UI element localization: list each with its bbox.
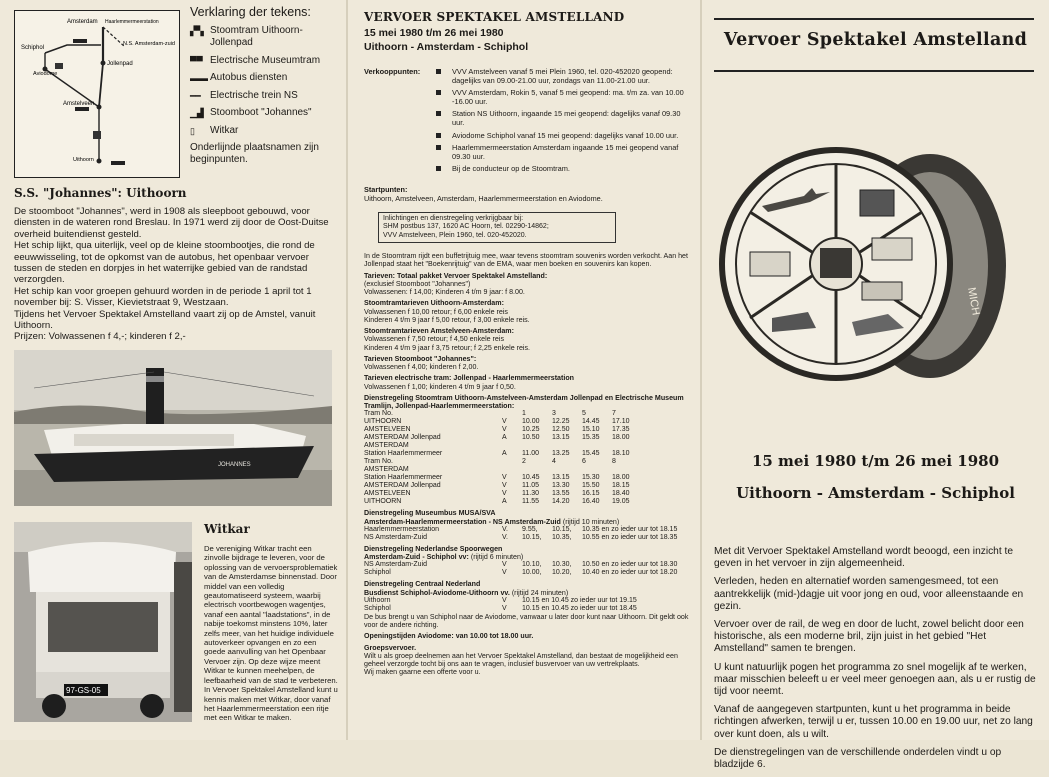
legend-title: Verklaring der tekens: bbox=[190, 5, 311, 19]
table-cell: 2 bbox=[522, 458, 526, 466]
list-item: Haarlemmermeerstation Amsterdam ingaande 15 mei geopend vanaf 09.30 uur. bbox=[434, 144, 692, 161]
table-row bbox=[364, 442, 642, 450]
table-cell: 10.45 bbox=[522, 474, 540, 482]
legend-label: Witkar bbox=[210, 124, 239, 136]
table-cell: 10.25 bbox=[522, 426, 540, 434]
table-cell: 11.30 bbox=[522, 490, 539, 498]
paragraph: Vervoer over de rail, de weg en door de lucht, zowel belicht door een historische, als een moderne bril, zijn juist in het gebied "Het Amstelland" samen te brengen. bbox=[714, 619, 1024, 655]
train-icon: ━━ bbox=[190, 90, 201, 101]
bus-icon: ▬▬ bbox=[190, 73, 208, 83]
table-cell: 8 bbox=[612, 458, 616, 466]
witkar-heading: Witkar bbox=[204, 522, 250, 536]
table-cell: 11.55 bbox=[522, 498, 539, 506]
table-cell: 10.10, bbox=[522, 561, 542, 569]
table-cell: V bbox=[502, 418, 507, 426]
paragraph: De dienstregelingen van de verschillende onderdelen vindt u op bladzijde 6. bbox=[714, 746, 1002, 771]
table-cell: 10.50 bbox=[522, 434, 540, 442]
table-cell: 16.15 bbox=[582, 490, 600, 498]
table-cell: 10.15, bbox=[552, 525, 572, 533]
list-item: VVV Amsterdam, Rokin 5, vanaf 5 mei geopend: ma. t/m za. van 10.00 -16.00 uur. bbox=[434, 89, 692, 106]
tram-icon: ▀▀ bbox=[190, 55, 203, 66]
table-cell: NS Amsterdam-Zuid bbox=[364, 561, 428, 569]
table-cell bbox=[552, 442, 582, 450]
table-cell: NS Amsterdam-Zuid bbox=[364, 533, 428, 541]
tariff-line: Volwassenen f 10,00 retour; f 6,00 enkele reis bbox=[364, 307, 508, 316]
table-row bbox=[364, 534, 677, 542]
table-row bbox=[364, 458, 642, 466]
table-cell: 17.35 bbox=[612, 426, 630, 434]
table-cell: V bbox=[502, 561, 507, 569]
list-item: Station NS Uithoorn, ingaande 15 mei geopend: dagelijks vanaf 09.30 uur. bbox=[434, 110, 692, 127]
table-cell: 18.00 bbox=[612, 434, 630, 442]
table-cell bbox=[502, 466, 522, 474]
groups-text: Wilt u als groep deelnemen aan het Vervoer Spektakel Amstelland, dan bestaat de mogelijkheid een geheel verzorgde tocht bij ons aan te vragen, inclusief busvervoer van uw vertrekplaats. bbox=[364, 651, 678, 668]
table-cell: 14.20 bbox=[552, 498, 570, 506]
panel-right bbox=[702, 0, 1049, 771]
table-cell: 10.55 en zo ieder uur tot 18.35 bbox=[582, 533, 678, 541]
panel-middle bbox=[348, 0, 700, 740]
paragraph: Vanaf de aangegeven startpunten, kunt u het programma in beide richtingen afwerken, terwijl u er, tussen 10.00 en 19.00 uur, net zo lang over kunt doen, als u wilt. bbox=[714, 704, 1033, 740]
table-cell: 15.35 bbox=[582, 434, 600, 442]
boat-name-plate: JOHANNES bbox=[218, 462, 251, 468]
table-cell: 10.35 en zo ieder uur tot 18.15 bbox=[582, 525, 678, 533]
table-cell: A bbox=[502, 498, 507, 506]
info-line: VVV Amstelveen, Plein 1960, tel. 020-452020. bbox=[383, 231, 527, 239]
map-label: Aviodome bbox=[33, 71, 58, 77]
paragraph: De vereniging Witkar tracht een zinvolle bijdrage te leveren, voor de oplossing van de vervoersproblematiek van de Amsterdamse binnenstad. Door middel van een volledig geautomatiseerd systeem, waarbij electrisch voortbewogen wagentjes, vanaf een aantal "laadstations", in de nabije toekomst minstens 10%, later zelfs meer, van het huidige individuele autoverkeer opvangen en zo een goede aanvulling van het Openbaar Vervoer zijn. Op deze wijze meent Witkar te kunnen meehelpen, de leefbaarheid van de stad te verbeteren. bbox=[204, 544, 338, 685]
tyre-text: MICH bbox=[965, 286, 982, 317]
table-cell: V bbox=[502, 569, 507, 577]
paragraph: Met dit Vervoer Spektakel Amstelland wordt beoogd, een inzicht te geven in het vervoer in zijn algemeenheid. bbox=[714, 546, 1014, 570]
table-cell: Tram No. bbox=[364, 458, 393, 466]
table-cell: 3 bbox=[552, 410, 556, 418]
legend-row bbox=[190, 125, 340, 138]
schedule-subhead: Amsterdam-Zuid - Schiphol vv: bbox=[364, 553, 469, 561]
johannes-heading: S.S. "Johannes": Uithoorn bbox=[14, 186, 187, 200]
legend-label: Electrische Museumtram bbox=[210, 54, 321, 66]
table-cell: AMSTERDAM Jollenpad bbox=[364, 434, 441, 442]
table-cell: Station Haarlemmermeer bbox=[364, 450, 443, 458]
table-cell: 18.10 bbox=[612, 450, 630, 458]
start-text: Uithoorn, Amstelveen, Amsterdam, Haarlemmermeerstation en Aviodome. bbox=[364, 193, 603, 203]
table-cell: 16.40 bbox=[582, 498, 600, 506]
cn-schedule bbox=[364, 580, 694, 629]
witkar-photo bbox=[14, 522, 192, 722]
table-cell: 12.50 bbox=[552, 426, 570, 434]
table-cell: AMSTERDAM Jollenpad bbox=[364, 482, 441, 490]
table-cell: AMSTELVEEN bbox=[364, 426, 411, 434]
map-label: N.S. Amsterdam-zuid bbox=[123, 41, 175, 47]
table-cell: V bbox=[502, 482, 507, 490]
table-cell: 10.50 en zo ieder uur tot 18.30 bbox=[582, 561, 678, 569]
table-cell: 18.40 bbox=[612, 490, 630, 498]
table-cell: 13.30 bbox=[552, 482, 570, 490]
table-cell: 10.35, bbox=[552, 533, 572, 541]
map-label: Schiphol bbox=[21, 45, 45, 51]
table-cell: 19.05 bbox=[612, 498, 630, 506]
table-cell: Haarlemmermeerstation bbox=[364, 525, 440, 533]
table-cell: 9.55, bbox=[522, 525, 538, 533]
table-cell: 18.15 bbox=[612, 482, 630, 490]
divider bbox=[714, 70, 1034, 72]
legend-label: Electrische trein NS bbox=[210, 89, 298, 101]
table-cell: AMSTELVEEN bbox=[364, 490, 411, 498]
buffet-text: In de Stoomtram rijdt een buffetrijtuig mee, waar tevens stoomtram souvenirs worden verkocht. Aan het Jollenpad staat het "Boekenrijtuig" van de EMA, waar men boeken en souvenirs kan kopen. bbox=[364, 252, 688, 269]
table-cell: Schiphol bbox=[364, 604, 391, 612]
table-row bbox=[364, 474, 642, 482]
witkar-icon: ▯ bbox=[190, 125, 195, 136]
schedule-extra: De bus brengt u van Schiphol naar de Aviodome, vanwaar u later door kunt naar Uithoorn. Dit geldt ook voor de andere richting. bbox=[364, 612, 689, 629]
table-row bbox=[364, 498, 642, 506]
paragraph: U kunt natuurlijk pogen het programma zo snel mogelijk af te werken, maar misschien beleeft u er veel meer genoegen aan, als u er rustig de tijd voor neemt. bbox=[714, 661, 1036, 698]
legend-row bbox=[190, 107, 340, 120]
table-cell: 12.25 bbox=[552, 418, 570, 426]
table-cell: V bbox=[502, 490, 507, 498]
info-line: SHM postbus 137, 1620 AC Hoorn, tel. 02290-14862; bbox=[383, 223, 549, 231]
aviodome-hours: Openingstijden Aviodome: van 10.00 tot 18.00 uur. bbox=[364, 632, 534, 641]
schedule-table bbox=[364, 526, 677, 542]
schedule-table bbox=[364, 597, 637, 613]
tariff-block bbox=[364, 299, 694, 324]
witkar-text bbox=[204, 544, 338, 723]
tram-icon: ▞▚ bbox=[190, 25, 204, 36]
legend-row bbox=[190, 72, 340, 85]
table-cell bbox=[502, 442, 522, 450]
divider bbox=[714, 18, 1034, 20]
table-cell bbox=[502, 458, 522, 466]
groups-text: Wij maken gaarne een offerte voor u. bbox=[364, 668, 481, 677]
tariff-head: Stoomtramtarieven Amstelveen-Amsterdam: bbox=[364, 327, 514, 335]
legend-row bbox=[190, 25, 340, 50]
paragraph: In Vervoer Spektakel Amstelland kunt u kennis maken met Witkar, door vanaf het Haarlemmermeerstation een ritje met een Witkar te maken. bbox=[204, 685, 338, 723]
table-row bbox=[364, 597, 637, 605]
table-cell bbox=[612, 442, 642, 450]
sales-list bbox=[434, 68, 692, 178]
table-cell bbox=[612, 466, 642, 474]
info-box bbox=[378, 212, 616, 243]
wheel-illustration bbox=[712, 142, 1012, 386]
event-dates: 15 mei 1980 t/m 26 mei 1980 bbox=[751, 452, 1000, 470]
table-row bbox=[364, 434, 642, 442]
event-dates: 15 mei 1980 t/m 26 mei 1980 bbox=[364, 27, 504, 39]
schedule-note: (rijtijd 24 minuten) bbox=[511, 588, 569, 597]
tariff-line: Kinderen 4 t/m 9 jaar f 5,00 retour, f 3,00 enkele reis. bbox=[364, 315, 530, 324]
table-cell: 13.15 bbox=[552, 434, 570, 442]
table-cell bbox=[582, 466, 612, 474]
table-cell: 5 bbox=[582, 410, 586, 418]
list-item: Bij de conducteur op de Stoomtram. bbox=[434, 165, 692, 174]
table-cell: 10.20, bbox=[552, 569, 572, 577]
table-row bbox=[364, 466, 642, 474]
event-route: Uithoorn - Amsterdam - Schiphol bbox=[736, 484, 1015, 502]
legend-label: Stoomtram Uithoorn-Jollenpad bbox=[210, 24, 303, 48]
legend-row bbox=[190, 55, 340, 68]
schedule-subhead: Amsterdam-Haarlemmermeerstation - NS Amsterdam-Zuid bbox=[364, 517, 561, 526]
table-cell: UITHOORN bbox=[364, 418, 402, 426]
tariff-head: Stoomtramtarieven Uithoorn-Amsterdam: bbox=[364, 299, 504, 308]
tariff-block bbox=[364, 272, 694, 297]
table-cell: V bbox=[502, 426, 507, 434]
tariff-head: Tarieven: Totaal pakket Vervoer Spektakel Amstelland: bbox=[364, 271, 548, 280]
table-cell: 10.15 en 10.45 zo ieder uur tot 19.15 bbox=[522, 596, 637, 604]
table-cell: V bbox=[502, 604, 507, 612]
list-item: VVV Amstelveen vanaf 5 mei Plein 1960, tel. 020-452020 geopend: dagelijks van 09.00-21.00 uur, zondags van 11.00-21.00 uur. bbox=[434, 68, 692, 85]
table-cell: A bbox=[502, 450, 507, 458]
schedule-head: Dienstregeling Museumbus MUSA/SVA bbox=[364, 509, 496, 518]
schedule-head: Dienstregeling Nederlandse Spoorwegen bbox=[364, 544, 503, 553]
paragraph: Het schip lijkt, qua uiterlijk, veel op de kleine stoombootjes, die rond de eeuwwisseling, tot de opkomst van de autobus, het openbaar vervoer tussen de steden en dorpjes in het waterrijke gebied van de randstad verzorgden. bbox=[14, 240, 315, 286]
table-cell: A bbox=[502, 434, 507, 442]
panel-body bbox=[364, 252, 694, 680]
table-cell: 13.25 bbox=[552, 450, 570, 458]
license-plate: 97-GS-05 bbox=[66, 686, 101, 695]
tariff-head: Tarieven electrische tram: Jollenpad - Haarlemmermeerstation bbox=[364, 374, 575, 383]
tariff-head: Tarieven Stoomboot "Johannes": bbox=[364, 354, 477, 363]
table-cell: 14.45 bbox=[582, 418, 600, 426]
table-cell: 10.30, bbox=[552, 561, 572, 569]
table-cell bbox=[522, 442, 552, 450]
page-title: Vervoer Spektakel Amstelland bbox=[723, 30, 1028, 50]
map-label: Jollenpad bbox=[107, 61, 133, 67]
intro-text bbox=[714, 546, 1036, 777]
groups-head: Groepsvervoer. bbox=[364, 643, 417, 652]
table-row bbox=[364, 426, 642, 434]
table-cell: 11.05 bbox=[522, 482, 539, 490]
legend-label: Stoomboot "Johannes" bbox=[210, 107, 312, 118]
tariff-line: Kinderen 4 t/m 9 jaar f 3,75 retour; f 2,25 enkele reis. bbox=[364, 343, 531, 352]
tariff-line: Volwassenen f 4,00; kinderen f 2,00. bbox=[364, 363, 479, 371]
legend bbox=[190, 6, 340, 166]
table-row bbox=[364, 605, 637, 613]
table-cell: Uithoorn bbox=[364, 596, 391, 604]
schedule-note: (rijtijd 6 minuten) bbox=[470, 553, 524, 561]
table-row bbox=[364, 561, 677, 569]
map-label: Amstelveen bbox=[63, 101, 95, 107]
page-title: VERVOER SPEKTAKEL AMSTELLAND bbox=[364, 10, 625, 24]
table-cell: Tram No. bbox=[364, 410, 393, 418]
table-row bbox=[364, 482, 642, 490]
tariff-line: Volwassenen f 1,00; kinderen 4 t/m 9 jaar f 0,50. bbox=[364, 382, 516, 391]
steamboat-icon: ▁▟ bbox=[190, 108, 204, 118]
start-points bbox=[364, 186, 694, 203]
tariff-block bbox=[364, 374, 694, 391]
table-row bbox=[364, 569, 677, 577]
group-transport bbox=[364, 644, 694, 677]
table-row bbox=[364, 410, 642, 418]
table-cell: 10.40 en zo ieder uur tot 18.20 bbox=[582, 569, 678, 577]
sales-label: Verkooppunten: bbox=[364, 67, 421, 76]
tariff-block bbox=[364, 327, 694, 352]
schedule-subhead: Busdienst Schiphol-Aviodome-Uithoorn vv. bbox=[364, 588, 510, 597]
tariff-block bbox=[364, 355, 694, 372]
table-cell: 10.00, bbox=[522, 569, 542, 577]
map-label: Haarlemmermeerstation bbox=[105, 19, 159, 25]
legend-row bbox=[190, 90, 340, 103]
table-cell: 15.10 bbox=[582, 426, 600, 434]
table-cell bbox=[582, 442, 612, 450]
johannes-text bbox=[14, 206, 332, 343]
table-cell: 10.15 en 10.45 zo ieder uur tot 18.45 bbox=[522, 604, 637, 612]
table-row bbox=[364, 490, 642, 498]
schedule-note: (rijtijd 10 minuten) bbox=[562, 517, 620, 526]
paragraph: Prijzen: Volwassenen f 4,-; kinderen f 2,- bbox=[14, 331, 186, 343]
panel-header bbox=[364, 10, 694, 53]
ns-schedule bbox=[364, 545, 694, 578]
schedule-table bbox=[364, 410, 642, 506]
table-cell bbox=[522, 466, 552, 474]
paragraph: Het schip kan voor groepen gehuurd worden in de periode 1 april tot 1 november bij: S. Visser, Kievietstraat 9, Westzaan. bbox=[14, 285, 312, 309]
table-cell: 11.00 bbox=[522, 450, 539, 458]
table-cell bbox=[502, 410, 522, 418]
panel-left bbox=[0, 0, 346, 740]
table-cell: Station Haarlemmermeer bbox=[364, 474, 443, 482]
table-cell: 18.00 bbox=[612, 474, 630, 482]
schedule-table bbox=[364, 561, 677, 577]
table-cell: 10.00 bbox=[522, 418, 540, 426]
schedule-head: Dienstregeling Centraal Nederland bbox=[364, 580, 481, 589]
table-row bbox=[364, 418, 642, 426]
legend-note: Onderlijnde plaatsnamen zijn beginpunten. bbox=[190, 142, 319, 165]
table-cell: Schiphol bbox=[364, 569, 391, 577]
list-item: Aviodome Schiphol vanaf 15 mei geopend: dagelijks vanaf 10.00 uur. bbox=[434, 132, 692, 141]
table-cell: V bbox=[502, 596, 507, 604]
paragraph: Verleden, heden en alternatief worden samengesmeed, tot een aantrekkelijk (mid-)dagje uit voor jong en oud, voor alleenstaande en gezin. bbox=[714, 576, 1024, 612]
tariff-line: Volwassenen: f 14,00; Kinderen 4 t/m 9 jaar: f 8.00. bbox=[364, 288, 525, 296]
table-cell bbox=[552, 466, 582, 474]
table-cell: 13.15 bbox=[552, 474, 570, 482]
route-map bbox=[14, 10, 180, 178]
table-cell: V. bbox=[502, 533, 508, 541]
table-cell: 15.45 bbox=[582, 450, 600, 458]
table-cell: AMSTERDAM bbox=[364, 466, 409, 474]
legend-label: Autobus diensten bbox=[210, 72, 288, 83]
event-route: Uithoorn - Amsterdam - Schiphol bbox=[364, 41, 529, 53]
table-cell: 7 bbox=[612, 410, 616, 418]
table-cell: 13.55 bbox=[552, 490, 570, 498]
schedule-head: Dienstregeling Stoomtram Uithoorn-Amstelveen-Amsterdam Jollenpad en Electrische Museum Tramlijn, Jollenpad-Haarlemmermeerstation: bbox=[364, 393, 684, 410]
table-row bbox=[364, 526, 677, 534]
table-cell: 15.30 bbox=[582, 474, 600, 482]
map-label: Amsterdam bbox=[67, 19, 98, 25]
table-cell: AMSTERDAM bbox=[364, 442, 409, 450]
start-label: Startpunten: bbox=[364, 185, 408, 194]
bus-schedule bbox=[364, 509, 694, 542]
tariff-line: Volwassenen f 7,50 retour; f 4,50 enkele reis bbox=[364, 335, 504, 344]
paragraph: De stoomboot "Johannes", werd in 1908 als sleepboot gebouwd, voor diensten in de wateren rond Breslau. In 1971 werd zij door de Oost-Duitse overheid buitendienst gesteld. bbox=[14, 206, 329, 240]
table-cell: UITHOORN bbox=[364, 498, 402, 506]
table-cell: 10.15, bbox=[522, 533, 542, 541]
table-cell: 17.10 bbox=[612, 418, 630, 426]
table-cell: 15.50 bbox=[582, 482, 600, 490]
paragraph: Tijdens het Vervoer Spektakel Amstelland vaart zij op de Amstel, vanuit Uithoorn. bbox=[14, 308, 316, 332]
tram-schedule bbox=[364, 394, 694, 507]
tariff-line: (exclusief Stoomboot "Johannes") bbox=[364, 279, 471, 288]
table-cell: 1 bbox=[522, 410, 526, 418]
table-cell: 4 bbox=[552, 458, 556, 466]
steamboat-photo bbox=[14, 350, 332, 506]
route-map-lines bbox=[15, 11, 179, 177]
table-cell: V. bbox=[502, 525, 508, 533]
info-line: Inlichtingen en dienstregeling verkrijgbaar bij: bbox=[383, 215, 524, 222]
map-label: Uithoorn bbox=[73, 157, 94, 163]
table-cell: V bbox=[502, 474, 507, 482]
table-cell: 6 bbox=[582, 458, 586, 466]
table-row bbox=[364, 450, 642, 458]
